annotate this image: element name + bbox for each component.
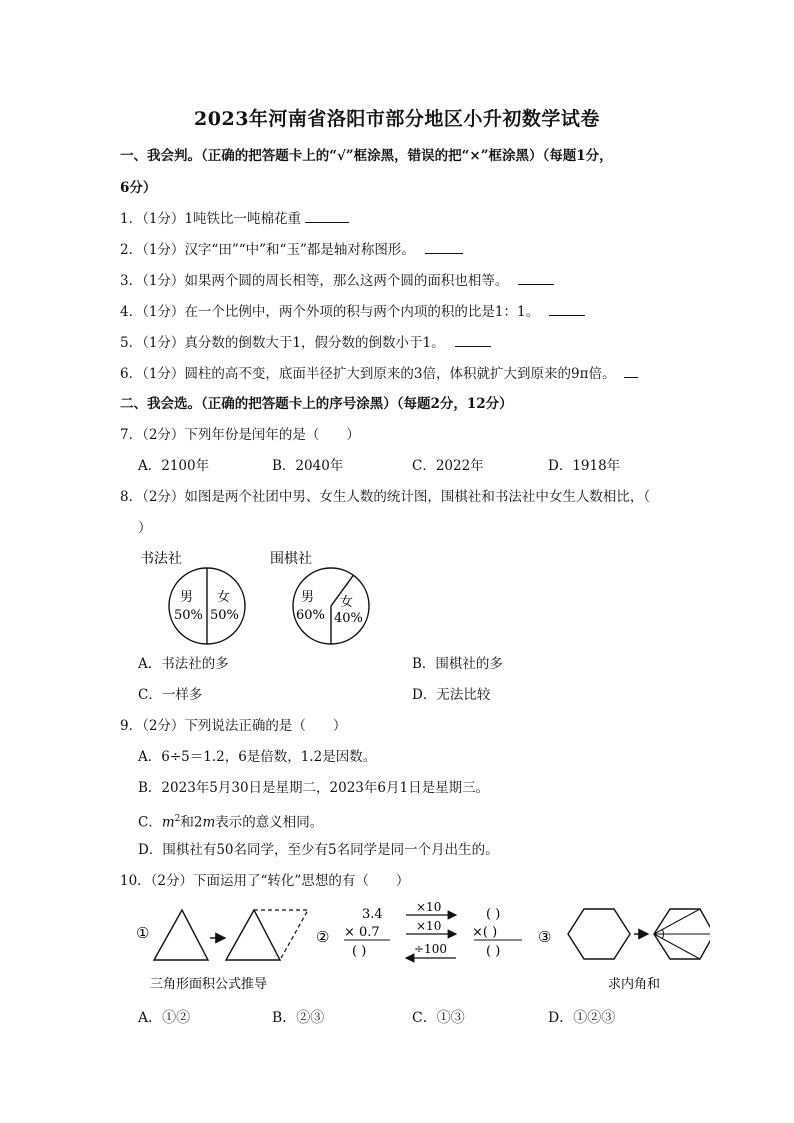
- question-10-stem: 10．（2分）下面运用了“转化”思想的有（ ）: [120, 873, 410, 889]
- pie-value-female: 40%: [334, 611, 363, 626]
- answer-blank[interactable]: [549, 302, 585, 316]
- question-8-stem-cont: ）: [138, 520, 152, 536]
- q9-option-c[interactable]: [138, 810, 323, 832]
- question-number: 4．: [120, 304, 143, 320]
- pie-value-male: 50%: [174, 608, 203, 623]
- question-number: 1．: [120, 211, 143, 227]
- q8-option-c[interactable]: C．一样多: [138, 687, 203, 703]
- answer-blank[interactable]: [518, 271, 554, 285]
- section2-heading: 二、我会选。（正确的把答题卡上的序号涂黑）（每题2分，12分）: [120, 396, 513, 412]
- triangle-shape: [154, 910, 208, 960]
- q8-option-d[interactable]: D．无法比较: [412, 687, 491, 703]
- question-score: （1分）: [142, 211, 185, 227]
- question-score: （1分）: [142, 242, 185, 258]
- question-8-stem: 8．（2分）如图是两个社团中男、女生人数的统计图，围棋社和书法社中女生人数相比，（: [120, 489, 651, 505]
- arrow-label-times10-top: ×10: [416, 900, 442, 914]
- question-number: 2．: [120, 242, 143, 258]
- conversion-figure: [130, 898, 710, 994]
- question-5: [120, 333, 491, 352]
- arrow-label-times10-bottom: ×10: [416, 919, 442, 933]
- circled-three-marker: ③: [538, 928, 552, 946]
- q10-option-a[interactable]: A．①②: [138, 1010, 191, 1026]
- question-score: （1分）: [142, 273, 185, 289]
- arrow-label-divide100: ÷100: [414, 942, 447, 956]
- product-placeholder: ( ): [352, 944, 367, 959]
- question-9-stem: 9．（2分）下列说法正确的是（ ）: [120, 718, 347, 734]
- q7-option-d[interactable]: D．1918年: [548, 458, 621, 474]
- hexagon-diagonal: [654, 909, 700, 934]
- section1-heading: 一、我会判。（正确的把答题卡上的“√”框涂黑，错误的把“×”框涂黑）（每题1分，: [120, 148, 613, 164]
- multiplicand: 3.4: [362, 907, 383, 922]
- question-number: 6．: [120, 366, 143, 382]
- q9-option-b[interactable]: B．2023年5月30日是星期二，2023年6月1日是星期三。: [138, 780, 490, 796]
- variable-m: m: [202, 814, 216, 831]
- integer-product-placeholder: ( ): [486, 944, 501, 959]
- question-text: 1吨铁比一吨棉花重: [184, 211, 302, 227]
- question-score: （1分）: [142, 335, 185, 351]
- question-2: [120, 240, 463, 259]
- question-4: [120, 302, 585, 321]
- pie-chart-title-go-club: 围棋社: [270, 551, 312, 567]
- integer-placeholder-top: ( ): [486, 907, 501, 922]
- question-text: 圆柱的高不变，底面半径扩大到原来的3倍，体积就扩大到原来的9π倍。: [184, 366, 616, 382]
- dashed-parallelogram-outline: [254, 910, 308, 960]
- q7-option-c[interactable]: C．2022年: [412, 458, 484, 474]
- option-letter: C．: [138, 814, 162, 831]
- option-text: 表示的意义相同。: [215, 814, 324, 831]
- q9-option-a[interactable]: A．6÷5＝1.2，6是倍数，1.2是因数。: [138, 749, 377, 765]
- page-title: 2023年河南省洛阳市部分地区小升初数学试卷: [194, 108, 600, 130]
- question-text: 如果两个圆的周长相等，那么这两个圆的面积也相等。: [184, 273, 509, 289]
- option-text: 和2: [180, 814, 203, 831]
- q10-option-b[interactable]: B．②③: [272, 1010, 325, 1026]
- q8-option-a[interactable]: A．书法社的多: [138, 656, 229, 672]
- integer-placeholder-bottom: ×( ): [472, 925, 498, 940]
- answer-blank[interactable]: [425, 240, 463, 254]
- answer-blank[interactable]: [455, 333, 491, 347]
- q7-option-a[interactable]: A．2100年: [138, 458, 210, 474]
- pie-value-female: 50%: [210, 608, 239, 623]
- question-number: 3．: [120, 273, 143, 289]
- pie-chart-title-calligraphy: 书法社: [140, 551, 182, 567]
- q8-option-b[interactable]: B．围棋社的多: [412, 656, 503, 672]
- pie-value-male: 60%: [296, 608, 325, 623]
- question-text: 在一个比例中，两个外项的积与两个内项的积的比是1：1。: [184, 304, 540, 320]
- answer-blank[interactable]: [305, 209, 349, 223]
- question-number: 5．: [120, 335, 143, 351]
- q9-option-d[interactable]: D．围棋社有50名同学，至少有5名同学是同一个月出生的。: [138, 842, 499, 858]
- question-score: （1分）: [142, 366, 185, 382]
- pie-label-female: 女: [340, 595, 354, 610]
- q10-option-c[interactable]: C．①③: [412, 1010, 465, 1026]
- caption-triangle-area: 三角形面积公式推导: [150, 977, 268, 992]
- question-text: 真分数的倒数大于1，假分数的倒数小于1。: [184, 335, 445, 351]
- exponent: 2: [174, 814, 181, 824]
- triangle-copy-shape: [226, 910, 280, 960]
- pie-label-male: 男: [301, 590, 315, 605]
- q7-option-b[interactable]: B．2040年: [272, 458, 344, 474]
- answer-blank[interactable]: [624, 364, 638, 378]
- section1-heading-cont: 6分）: [120, 180, 157, 196]
- pie-label-male: 男: [180, 590, 194, 605]
- circled-one-marker: ①: [136, 924, 150, 942]
- question-1: [120, 209, 349, 228]
- question-text: 汉字“田”“中”和“玉”都是轴对称图形。: [184, 242, 415, 258]
- caption-interior-angles: 求内角和: [608, 977, 661, 992]
- hexagon-shape: [568, 909, 630, 959]
- gender-pie-charts: [130, 546, 390, 646]
- question-3: [120, 271, 554, 290]
- circled-two-marker: ②: [316, 928, 330, 946]
- multiplier: × 0.7: [344, 925, 380, 940]
- q10-option-d[interactable]: D．①②③: [548, 1010, 616, 1026]
- variable-m: m: [161, 814, 175, 831]
- question-7-stem: 7．（2分）下列年份是闰年的是（ ）: [120, 427, 360, 443]
- pie-label-female: 女: [217, 590, 231, 605]
- question-score: （1分）: [142, 304, 185, 320]
- question-6: [120, 364, 638, 383]
- hexagon-diagonal: [654, 934, 700, 959]
